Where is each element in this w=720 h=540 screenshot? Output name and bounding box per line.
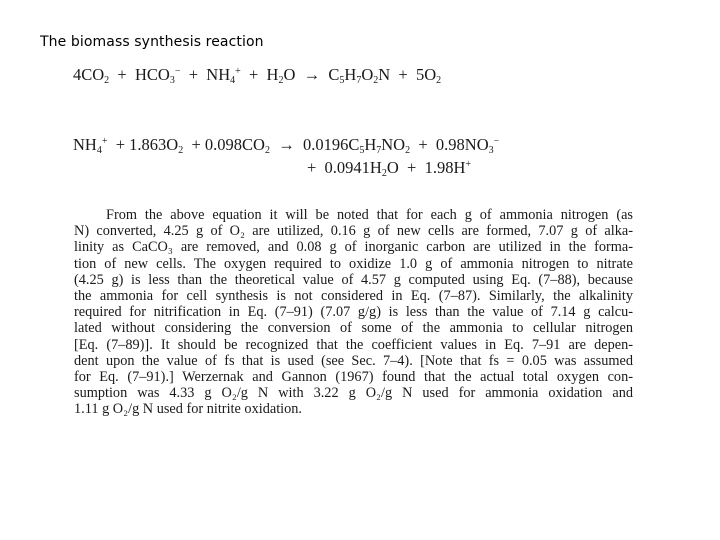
paragraph-line: tion of new cells. The oxygen required to oxidize 1.0 g of ammonia nitrogen to nitrate [74, 255, 633, 272]
paragraph-line: sumption was 4.33 g O₂/g N with 3.22 g O₂/g N used for ammonia oxidation and [74, 385, 633, 402]
slide-title: The biomass synthesis reaction [40, 34, 264, 50]
paragraph-line: N) converted, 4.25 g of O₂ are utilized, 0.16 g of new cells are formed, 7.07 g of alka- [74, 223, 633, 240]
paragraph-line: the ammonia for cell synthesis is not considered in Eq. (7–87). Similarly, the alkalinity [74, 288, 633, 305]
nitrification-equation-line-1: $NH_4^+ + 1.863O_2 + 0.098CO_2 \to 0.0196C_5H_7NO_2 + 0.98NO_3^-$ [73, 135, 500, 156]
paragraph-line: required for nitrification in Eq. (7–91) (7.07 g/g) is less than the value of 7.14 g calcu- [74, 304, 633, 321]
paragraph-line: dent upon the value of fs that is used (see Sec. 7–4). [Note that fs = 0.05 was assumed [74, 352, 633, 369]
paragraph-line: lated without considering the conversion of some of the ammonia to cellular nitrogen [74, 320, 633, 337]
nitrification-equation-line-2: + $0.0941H_2O + 1.98H^+$ [307, 158, 472, 179]
paragraph-line: [Eq. (7–89)]. It should be recognized that the coefficient values in Eq. 7–91 are depen- [74, 336, 633, 353]
paragraph-line: (4.25 g) is less than the theoretical value of 4.57 g computed using Eq. (7–88), because [74, 271, 633, 288]
explanation-paragraph [74, 207, 633, 418]
paragraph-line: linity as CaCO₃ are removed, and 0.08 g of inorganic carbon are utilized in the forma- [74, 239, 633, 256]
biomass-synthesis-equation: $4CO_2 + HCO_3^- + NH_4^+ + H_2O \to C_5H_7O_2N + 5O_2$ [73, 65, 442, 86]
paragraph-line: 1.11 g O₂/g N used for nitrite oxidation. [74, 401, 303, 418]
paragraph-line: for Eq. (7–91).] Werzernak and Gannon (1967) found that the actual total oxygen con- [74, 369, 633, 386]
paragraph-line: From the above equation it will be noted that for each g of ammonia nitrogen (as [106, 207, 633, 223]
